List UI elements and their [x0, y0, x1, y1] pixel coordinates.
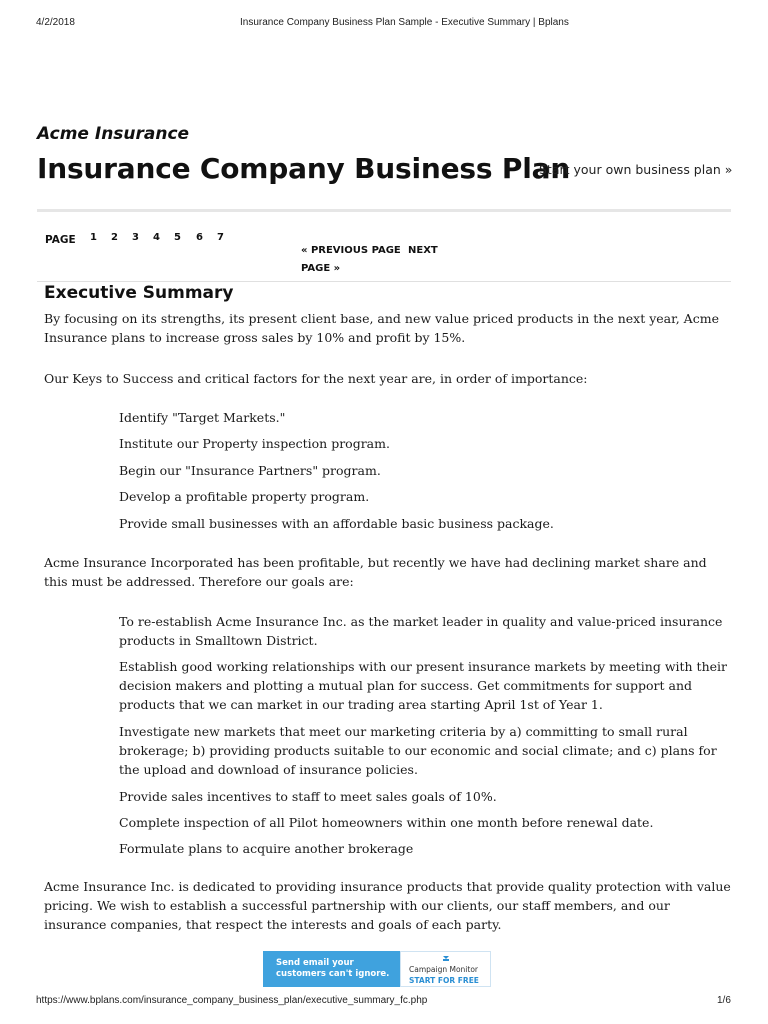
- page-nav-label: PAGE: [45, 234, 76, 246]
- key-item: Develop a profitable property program.: [119, 489, 370, 504]
- page-link-5[interactable]: 5: [174, 232, 181, 243]
- goal-item: Investigate new markets that meet our marketing criteria by a) committing to small rural brokerage; b) providing products suitable to our economic and social climate; and c) plans for the upload and download of insurance policies.: [119, 724, 717, 777]
- print-page-number: 1/6: [717, 995, 731, 1006]
- goal-item: Provide sales incentives to staff to meet sales goals of 10%.: [119, 789, 497, 804]
- goal-item: To re-establish Acme Insurance Inc. as the market leader in quality and value-priced insurance products in Smalltown District.: [119, 614, 723, 648]
- ad-message-line-2: customers can't ignore.: [276, 969, 390, 979]
- company-name: Acme Insurance: [37, 124, 190, 144]
- goal-item: Complete inspection of all Pilot homeowners within one month before renewal date.: [119, 815, 654, 830]
- section-title: Executive Summary: [44, 283, 234, 303]
- ad-message-panel: [263, 951, 400, 987]
- goal-item: Formulate plans to acquire another brokerage: [119, 841, 414, 856]
- intro-paragraph: By focusing on its strengths, its present client base, and new value priced products in the next year, Acme Insurance plans to increase gross sales by 10% and profit by 15%.: [44, 311, 719, 345]
- section-divider: [37, 281, 731, 282]
- key-item: Identify "Target Markets.": [119, 410, 286, 425]
- campaign-monitor-ad-banner[interactable]: [263, 951, 491, 987]
- closing-paragraph: Acme Insurance Inc. is dedicated to providing insurance products that provide quality protection with value pricing. We wish to establish a successful partnership with our clients, our staff members, and our insurance companies, that respect the interests and goals of each party.: [44, 879, 731, 932]
- page-link-4[interactable]: 4: [153, 232, 160, 243]
- ad-brand-panel: [400, 951, 491, 987]
- ad-message: [276, 958, 396, 980]
- page-title: Insurance Company Business Plan: [37, 152, 571, 185]
- page-link-3[interactable]: 3: [132, 232, 139, 243]
- print-doc-title: Insurance Company Business Plan Sample - Executive Summary | Bplans: [240, 17, 569, 28]
- goals-intro-paragraph: Acme Insurance Incorporated has been profitable, but recently we have had declining market share and this must be addressed. Therefore our goals are:: [44, 555, 707, 589]
- page-link-1[interactable]: 1: [90, 232, 97, 243]
- ad-brand-name: Campaign Monitor: [409, 965, 478, 974]
- goal-item: Establish good working relationships with our present insurance markets by meeting with their decision makers and plotting a mutual plan for success. Get commitments for support and products that we can market in our trading area starting April 1st of Year 1.: [119, 659, 728, 712]
- start-business-plan-link[interactable]: Start your own business plan »: [539, 162, 733, 177]
- key-item: Begin our "Insurance Partners" program.: [119, 463, 381, 478]
- key-item: Institute our Property inspection program.: [119, 436, 390, 451]
- page-link-7[interactable]: 7: [217, 232, 224, 243]
- print-date: 4/2/2018: [36, 17, 75, 28]
- header-divider: [37, 209, 731, 212]
- ad-message-line-1: Send email your: [276, 958, 354, 968]
- ad-start-for-free-button[interactable]: START FOR FREE: [409, 976, 479, 985]
- next-page-link-continued[interactable]: PAGE »: [301, 263, 341, 274]
- print-url: https://www.bplans.com/insurance_company_business_plan/executive_summary_fc.php: [36, 995, 428, 1006]
- next-page-link[interactable]: NEXT: [408, 245, 438, 256]
- campaign-monitor-logo-icon: [443, 956, 449, 961]
- keys-intro-paragraph: Our Keys to Success and critical factors for the next year are, in order of importance:: [44, 371, 588, 386]
- previous-page-link[interactable]: « PREVIOUS PAGE: [301, 245, 401, 256]
- page-link-2[interactable]: 2: [111, 232, 118, 243]
- key-item: Provide small businesses with an affordable basic business package.: [119, 516, 554, 531]
- page-link-6[interactable]: 6: [196, 232, 203, 243]
